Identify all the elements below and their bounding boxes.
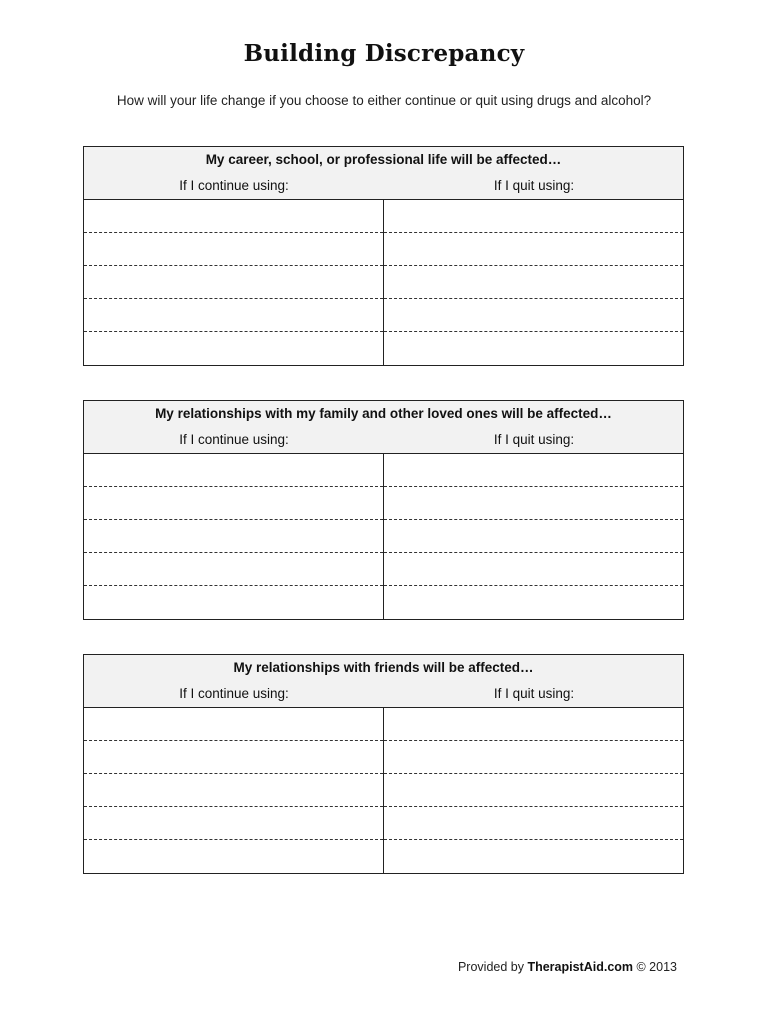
- page-title: Building Discrepancy: [243, 40, 525, 67]
- answer-grid: [84, 708, 683, 873]
- section-header: [84, 401, 683, 454]
- quit-column: [384, 708, 684, 873]
- answer-line[interactable]: [84, 266, 383, 299]
- section-career: [83, 146, 684, 366]
- answer-line[interactable]: [84, 200, 383, 233]
- answer-line[interactable]: [384, 454, 684, 487]
- answer-line[interactable]: [384, 708, 684, 741]
- answer-line[interactable]: [84, 708, 383, 741]
- answer-line[interactable]: [84, 520, 383, 553]
- answer-line[interactable]: [84, 553, 383, 586]
- section-heading: My relationships with friends will be affected…: [233, 660, 534, 675]
- answer-line[interactable]: [84, 840, 383, 873]
- footer-suffix: © 2013: [633, 960, 677, 974]
- continue-using-label: If I continue using:: [179, 432, 289, 447]
- continue-using-label: If I continue using:: [179, 686, 289, 701]
- continue-column: [84, 454, 384, 619]
- footer-credit: [458, 960, 677, 974]
- answer-line[interactable]: [84, 487, 383, 520]
- answer-grid: [84, 200, 683, 365]
- answer-line[interactable]: [84, 332, 383, 365]
- quit-using-label: If I quit using:: [493, 178, 575, 193]
- footer-brand-link[interactable]: TherapistAid.com: [527, 960, 634, 974]
- answer-line[interactable]: [84, 774, 383, 807]
- continue-column: [84, 200, 384, 365]
- answer-line[interactable]: [84, 454, 383, 487]
- answer-line[interactable]: [84, 299, 383, 332]
- page-subtitle: How will your life change if you choose to either continue or quit using drugs and alcohol?: [116, 93, 652, 108]
- answer-line[interactable]: [384, 520, 684, 553]
- answer-line[interactable]: [84, 233, 383, 266]
- answer-line[interactable]: [384, 487, 684, 520]
- answer-line[interactable]: [384, 233, 684, 266]
- continue-column: [84, 708, 384, 873]
- footer-prefix: Provided by: [457, 960, 528, 974]
- quit-using-label: If I quit using:: [493, 432, 575, 447]
- answer-line[interactable]: [384, 299, 684, 332]
- section-friends: [83, 654, 684, 874]
- section-heading: My relationships with my family and other loved ones will be affected…: [155, 406, 612, 421]
- quit-column: [384, 454, 684, 619]
- continue-using-label: If I continue using:: [179, 178, 289, 193]
- answer-grid: [84, 454, 683, 619]
- answer-line[interactable]: [384, 553, 684, 586]
- answer-line[interactable]: [384, 332, 684, 365]
- section-header: [84, 655, 683, 708]
- answer-line[interactable]: [84, 741, 383, 774]
- quit-using-label: If I quit using:: [493, 686, 575, 701]
- answer-line[interactable]: [384, 840, 684, 873]
- answer-line[interactable]: [384, 200, 684, 233]
- answer-line[interactable]: [384, 807, 684, 840]
- answer-line[interactable]: [84, 807, 383, 840]
- section-header: [84, 147, 683, 200]
- quit-column: [384, 200, 684, 365]
- section-heading: My career, school, or professional life will be affected…: [205, 152, 562, 167]
- answer-line[interactable]: [384, 586, 684, 619]
- answer-line[interactable]: [384, 266, 684, 299]
- answer-line[interactable]: [384, 741, 684, 774]
- answer-line[interactable]: [384, 774, 684, 807]
- section-family: [83, 400, 684, 620]
- answer-line[interactable]: [84, 586, 383, 619]
